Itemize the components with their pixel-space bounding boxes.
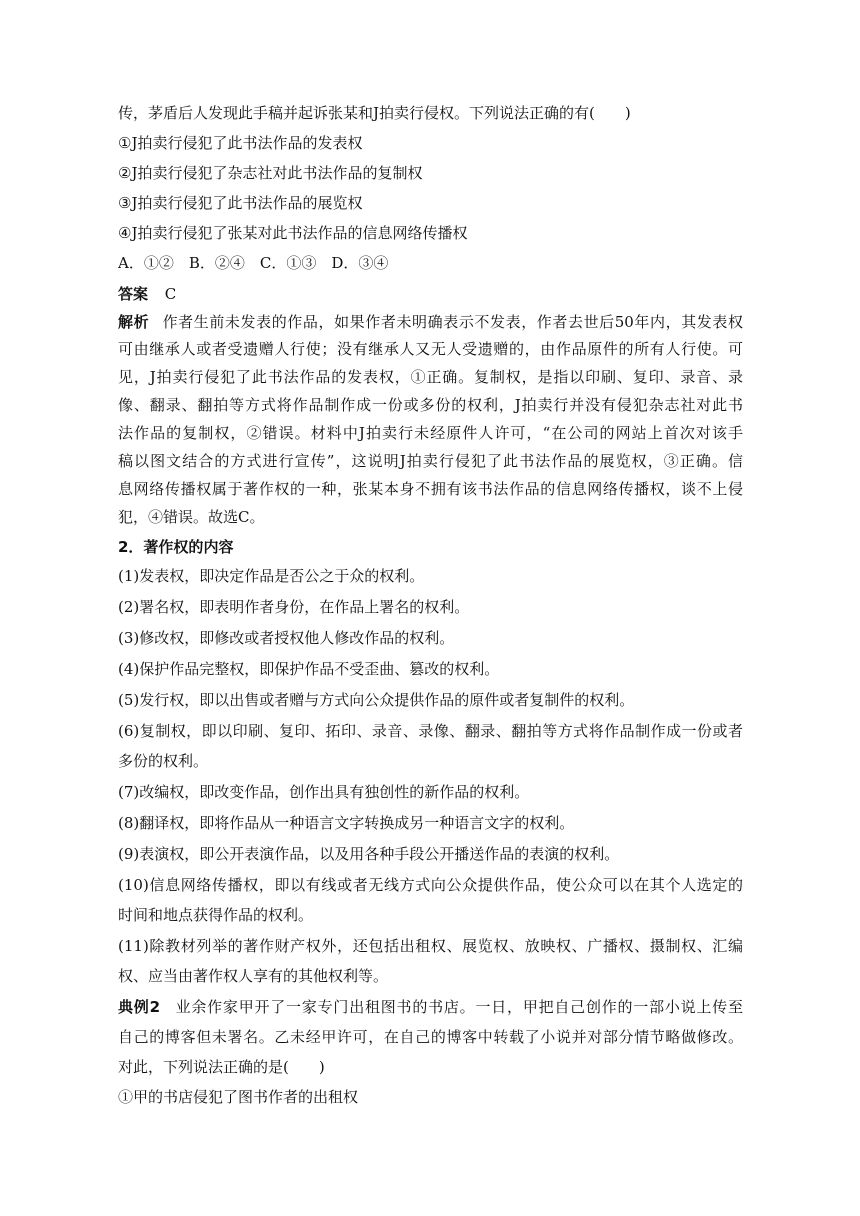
question-stem-line: 传，茅盾后人发现此手稿并起诉张某和J拍卖行侵权。下列说法正确的有( )	[118, 104, 631, 122]
answer-label: 答案	[118, 285, 149, 303]
analysis-line: 法作品的复制权，②错误。材料中J拍卖行未经原件人许可，“在公司的网站上首次对该手	[118, 424, 743, 442]
section-heading: 2．著作权的内容	[118, 538, 234, 556]
right-item-continuation: 时间和地点获得作品的权利。	[118, 906, 314, 924]
example-line: 自己的博客但未署名。乙未经甲许可，在自己的博客中转载了小说并对部分情节略做修改。	[118, 1028, 743, 1046]
option-statement-3: ③J拍卖行侵犯了此书法作品的展览权	[118, 194, 363, 212]
right-item: (10)信息网络传播权，即以有线或者无线方式向公众提供作品，使公众可以在其个人选定的	[118, 876, 743, 894]
right-item: (6)复制权，即以印刷、复印、拓印、录音、录像、翻录、翻拍等方式将作品制作成一份或者	[118, 722, 743, 740]
analysis-label: 解析	[118, 313, 150, 331]
right-item: (9)表演权，即公开表演作品，以及用各种手段公开播送作品的表演的权利。	[118, 845, 620, 863]
analysis-text: 作者生前未发表的作品，如果作者未明确表示不发表，作者去世后50年内，其发表权	[162, 313, 743, 331]
right-item: (8)翻译权，即将作品从一种语言文字转换成另一种语言文字的权利。	[118, 814, 575, 832]
answer-line	[118, 281, 743, 307]
answer-choices: A．①② B．②④ C．①③ D．③④	[118, 254, 389, 272]
example-label: 典例2	[118, 998, 161, 1016]
analysis-line: 稿以图文结合的方式进行宣传”，这说明J拍卖行侵犯了此书法作品的展览权，③正确。信	[118, 452, 743, 470]
analysis-line: 可由继承人或者受遗赠人行使；没有继承人又无人受遗赠的，由作品原件的所有人行使。可	[118, 340, 743, 358]
analysis-line	[118, 309, 743, 335]
analysis-line: 犯，④错误。故选C。	[118, 508, 265, 526]
analysis-line: 息网络传播权属于著作权的一种，张某本身不拥有该书法作品的信息网络传播权，谈不上侵	[118, 480, 743, 498]
right-item: (2)署名权，即表明作者身份，在作品上署名的权利。	[118, 598, 470, 616]
option-statement-2: ②J拍卖行侵犯了杂志社对此书法作品的复制权	[118, 164, 423, 182]
option-statement-1: ①J拍卖行侵犯了此书法作品的发表权	[118, 134, 363, 152]
right-item-continuation: 多份的权利。	[118, 752, 209, 770]
example-line	[118, 994, 743, 1020]
right-item: (7)改编权，即改变作品，创作出具有独创性的新作品的权利。	[118, 783, 530, 801]
answer-value: C	[164, 285, 177, 303]
right-item: (11)除教材列举的著作财产权外，还包括出租权、展览权、放映权、广播权、摄制权、汇编	[118, 937, 743, 955]
analysis-line: 像、翻录、翻拍等方式将作品制作成一份或多份的权利，J拍卖行并没有侵犯杂志社对此书	[118, 396, 743, 414]
example-text: 业余作家甲开了一家专门出租图书的书店。一日，甲把自己创作的一部小说上传至	[175, 998, 743, 1016]
right-item: (5)发行权，即以出售或者赠与方式向公众提供作品的原件或者复制件的权利。	[118, 691, 635, 709]
right-item-continuation: 权、应当由著作权人享有的其他权利等。	[118, 967, 389, 985]
example-option: ①甲的书店侵犯了图书作者的出租权	[118, 1088, 359, 1106]
right-item: (3)修改权，即修改或者授权他人修改作品的权利。	[118, 629, 455, 647]
option-statement-4: ④J拍卖行侵犯了张某对此书法作品的信息网络传播权	[118, 224, 468, 242]
right-item: (4)保护作品完整权，即保护作品不受歪曲、篡改的权利。	[118, 660, 500, 678]
example-line: 对此，下列说法正确的是( )	[118, 1058, 325, 1076]
analysis-line: 见，J拍卖行侵犯了此书法作品的发表权，①正确。复制权，是指以印刷、复印、录音、录	[118, 368, 743, 386]
right-item: (1)发表权，即决定作品是否公之于众的权利。	[118, 567, 425, 585]
